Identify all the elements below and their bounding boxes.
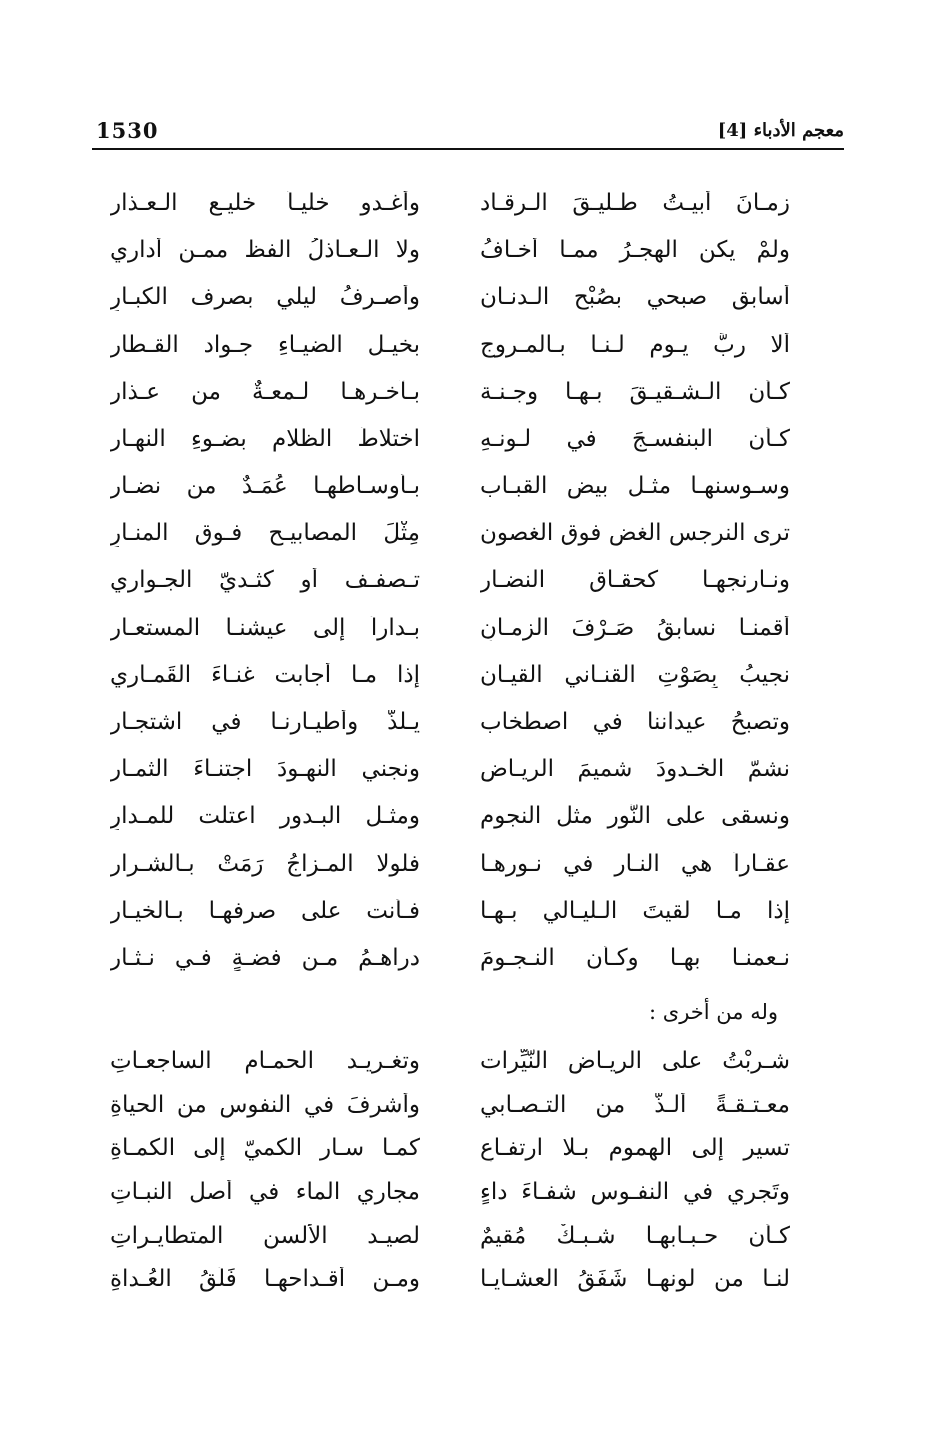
hemistich-first: ألا ربَّ يـومٍ لـنـا بـالمـروج xyxy=(480,332,790,358)
hemistich-first: وتَجري في النفـوس شفـاءَ داءٍ xyxy=(480,1179,790,1205)
verse-line xyxy=(110,888,790,935)
hemistich-first: معـتـقـةً ألـذَّ من التـصـابي xyxy=(480,1092,790,1118)
hemistich-second: كمـا سـار الكميّ إلى الكمـاةِ xyxy=(110,1136,420,1162)
hemistich-first: تسير إلى الهموم بـلا ارتفـاعٍ xyxy=(480,1136,790,1162)
hemistich-first: زمـانَ أبيـتُ طـليـقَ الـرقـاد xyxy=(480,190,790,216)
poem-2 xyxy=(110,1040,790,1302)
hemistich-second: ونجني النهـودَ اجتنـاءَ الثمـارِ xyxy=(110,757,420,783)
hemistich-first: كـأن الـشـقيـقَ بـهـا وجـنـة xyxy=(480,379,790,405)
hemistich-first: وسـوسنهـا مثـل بيضِ القبـاب xyxy=(480,474,790,500)
hemistich-second: بـأوسـاطهـا عُمَـدٌ من نضـارِ xyxy=(110,474,420,500)
hemistich-second: بـداراً إلى عيشنـا المستعـارِ xyxy=(110,615,420,641)
hemistich-first: لنـا من لونهـا شَفَقُ العشـايـا xyxy=(480,1267,790,1293)
hemistich-second: ومـن أقـداحهـا فَلَقُ العُـداةِ xyxy=(110,1267,420,1293)
verse-line xyxy=(110,841,790,888)
verse-line xyxy=(110,1258,790,1302)
hemistich-first: وتصبحُ عيداننا في اصطخاب xyxy=(480,710,790,735)
hemistich-first: ولمْ يكنِ الهجـرُ ممـا أخـافُ xyxy=(480,238,790,264)
hemistich-first: نجيبُ بِصَوْتِ القنـاني القيـان xyxy=(480,662,790,688)
hemistich-first: كـأن البنفسـجَ في لـونـهِ xyxy=(480,426,790,452)
verse-line xyxy=(110,935,790,982)
poem-2-intro: وله من أخرى : xyxy=(649,1000,778,1024)
hemistich-first: كـأن حـبـابهـا شـبـكٌ مُقيمٌ xyxy=(480,1223,790,1249)
hemistich-second: يـلذّ وأطيـارنـا في اشتجـارِ xyxy=(110,710,420,735)
hemistich-first: عقـاراً هي النـار في نـورهـا xyxy=(480,851,790,877)
hemistich-first: ترى النرجس الغض فوق الغصون xyxy=(480,521,790,547)
verse-line xyxy=(110,1084,790,1128)
hemistich-second: دراهـمُ مـن فضـةٍ فـي نـثـارِ xyxy=(110,945,420,971)
hemistich-second: بـآخـرهـا لـمعـةٌ من عـذارِ xyxy=(110,379,420,405)
hemistich-second: وأغـدو خليـاً خليـع الـعـذارِ xyxy=(110,190,420,216)
hemistich-second: مجاري الماء في أصل النبـاتِ xyxy=(110,1179,420,1205)
hemistich-first: ونـارنجهـا كحقـاق النضـار xyxy=(480,568,790,594)
hemistich-second: وأشرفَ في النفوس من الحياةِ xyxy=(110,1092,420,1118)
verse-line xyxy=(110,699,790,746)
verse-line xyxy=(110,322,790,369)
page-number: 1530 xyxy=(96,118,159,143)
hemistich-first: أسابق صبحي بصُبْحِ الـدنـان xyxy=(480,285,790,311)
hemistich-second: فـأنت على صرفهـا بـالخيـارِ xyxy=(110,898,420,924)
hemistich-second: وتغـريـد الحمـام الساجعـاتِ xyxy=(110,1049,420,1075)
verse-line xyxy=(110,227,790,274)
verse-line xyxy=(110,416,790,463)
hemistich-first: أقمنـا نسابقُ صَـرْفَ الزمـانِ xyxy=(480,615,790,641)
book-title: معجم الأدباء [4] xyxy=(717,120,844,141)
hemistich-first: إذا مـا لقيتَ الـليـالي بـهـا xyxy=(480,898,790,924)
verse-line xyxy=(110,369,790,416)
verse-line xyxy=(110,558,790,605)
hemistich-second: بخيـل الضيـاءِ جـواد القـطارِ xyxy=(110,332,420,358)
verse-line xyxy=(110,274,790,321)
hemistich-second: تـصفـف أو كثـديّ الجـواري xyxy=(110,568,420,594)
page-header xyxy=(92,110,844,150)
hemistich-second: ومثـل البـدور اعتلت للمـدارِ xyxy=(110,804,420,830)
hemistich-second: ولا الـعـاذلُ الفظ ممـن أداري xyxy=(110,238,420,264)
verse-line xyxy=(110,180,790,227)
verse-line xyxy=(110,652,790,699)
header-rule xyxy=(92,148,844,150)
verse-line xyxy=(110,793,790,840)
verse-line xyxy=(110,1040,790,1084)
hemistich-second: إذا مـا أجابت غنـاءَ القَمـاري xyxy=(110,662,420,688)
hemistich-first: نشمّ الخـدودَ شميمَ الريـاض xyxy=(480,757,790,783)
verse-line xyxy=(110,510,790,557)
verse-line xyxy=(110,605,790,652)
hemistich-second: اختلاطُ الظلام بضـوءِ النهـارِ xyxy=(110,426,420,452)
hemistich-first: ونسقى على النُّور مثل النجوم xyxy=(480,804,790,830)
verse-line xyxy=(110,1127,790,1171)
verse-line xyxy=(110,746,790,793)
hemistich-second: لصيـد الألسنِ المتطايـراتِ xyxy=(110,1223,420,1249)
poem-1 xyxy=(110,180,790,982)
verse-line xyxy=(110,463,790,510)
hemistich-second: فلولا المـزاجُ رَمَتْ بـالشـرارِ xyxy=(110,851,420,877)
hemistich-first: نـعمنـا بهـا وكـأن النـجـومَ xyxy=(480,945,790,971)
hemistich-second: وأصـرفُ ليلي بصرف الكبـارِ xyxy=(110,285,420,311)
verse-line xyxy=(110,1214,790,1258)
hemistich-first: شـربْتُ على الريـاض النّيِّرات xyxy=(480,1049,790,1075)
hemistich-second: مِثْلَ المصابيـح فـوق المنـارِ xyxy=(110,521,420,547)
verse-line xyxy=(110,1171,790,1215)
